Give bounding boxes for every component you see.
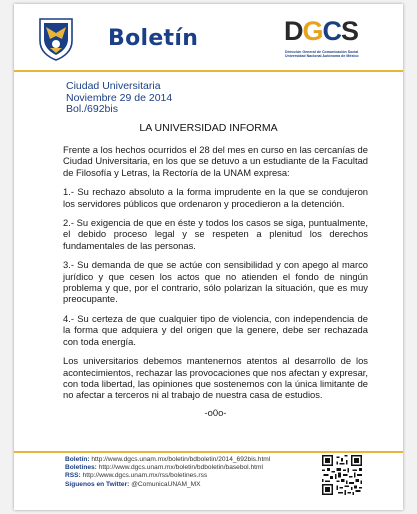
- dgcs-wordmark: DGCS: [284, 16, 359, 46]
- footer-rss: RSS: http://www.dgcs.unam.mx/rss/boletines.rss: [65, 472, 208, 480]
- meta-date: Noviembre 29 de 2014: [66, 91, 173, 104]
- bulletin-title: Boletín: [108, 26, 199, 51]
- unam-crest-icon: [36, 17, 76, 61]
- boletin-link[interactable]: http://www.dgcs.unam.mx/boletin/bdboletin/2014_692bis.html: [91, 456, 271, 463]
- body-paragraph: 3.- Su demanda de que se actúe con sensibilidad y con apego al marco jurídico y que cesen los actos que no atienden el fondo de ningún problema y que, por el contrario, sólo polarizan la situación, que es muy preocupante.: [63, 259, 368, 305]
- dgcs-subtitle: Dirección General de Comunicación Social Universidad Nacional Autónoma de México: [285, 50, 359, 59]
- body-paragraph: 2.- Su exigencia de que en éste y todos los casos se siga, puntualmente, el debido proceso legal y se respeten a plenitud los derechos fundamentales de las personas.: [63, 217, 368, 251]
- bulletin-body: [63, 144, 368, 418]
- boletines-link[interactable]: http://www.dgcs.unam.mx/boletin/bdboletin/basebol.html: [98, 464, 263, 472]
- footer-twitter: Síguenos en Twitter: @ComunicaUNAM_MX: [65, 480, 201, 488]
- header-divider: [14, 70, 403, 72]
- qr-code-icon[interactable]: [322, 455, 362, 495]
- footer-boletines: Boletines: http://www.dgcs.unam.mx/boletin/bdboletin/basebol.html: [65, 464, 263, 472]
- bulletin-meta: [66, 81, 172, 116]
- twitter-link[interactable]: @ComunicaUNAM_MX: [131, 480, 201, 488]
- rss-link[interactable]: http://www.dgcs.unam.mx/rss/boletines.rss: [82, 472, 208, 480]
- bulletin-header: [14, 4, 403, 74]
- dgcs-logo: [284, 16, 386, 62]
- meta-place: Ciudad Universitaria: [66, 80, 161, 92]
- bulletin-page: [14, 4, 403, 510]
- closing-mark: -o0o-: [204, 406, 227, 418]
- body-paragraph: 4.- Su certeza de que cualquier tipo de violencia, con independencia de la forma que adquiera y del origen que la genere, debe ser rechazada con toda energía.: [63, 312, 368, 347]
- bulletin-footer: [65, 456, 305, 489]
- bulletin-heading: LA UNIVERSIDAD INFORMA: [139, 122, 278, 134]
- body-paragraph: 1.- Su rechazo absoluto a la forma imprudente en la que se condujeron los servidores públicos que ordenaron y procedieron a la detención.: [63, 186, 368, 209]
- footer-boletin: Boletín: http://www.dgcs.unam.mx/boletin/bdboletin/2014_692bis.html: [65, 456, 271, 463]
- body-paragraph: Los universitarios debemos mantenernos atentos al desarrollo de los acontecimientos, rechazar las provocaciones que nos afectan y expresar, con toda libertad, las opiniones que sostenemos con la única limitante de no afectar a terceros ni al trabajo de nuestra casa de estudios.: [63, 355, 368, 401]
- body-paragraph: Frente a los hechos ocurridos el 28 del mes en curso en las cercanías de Ciudad Universitaria, en los que se detuvo a un estudiante de la Facultad de Filosofía y Letras, la Rectoría de la UNAM expresa:: [63, 144, 368, 178]
- meta-number: Bol./692bis: [66, 103, 118, 115]
- footer-divider: [14, 451, 403, 453]
